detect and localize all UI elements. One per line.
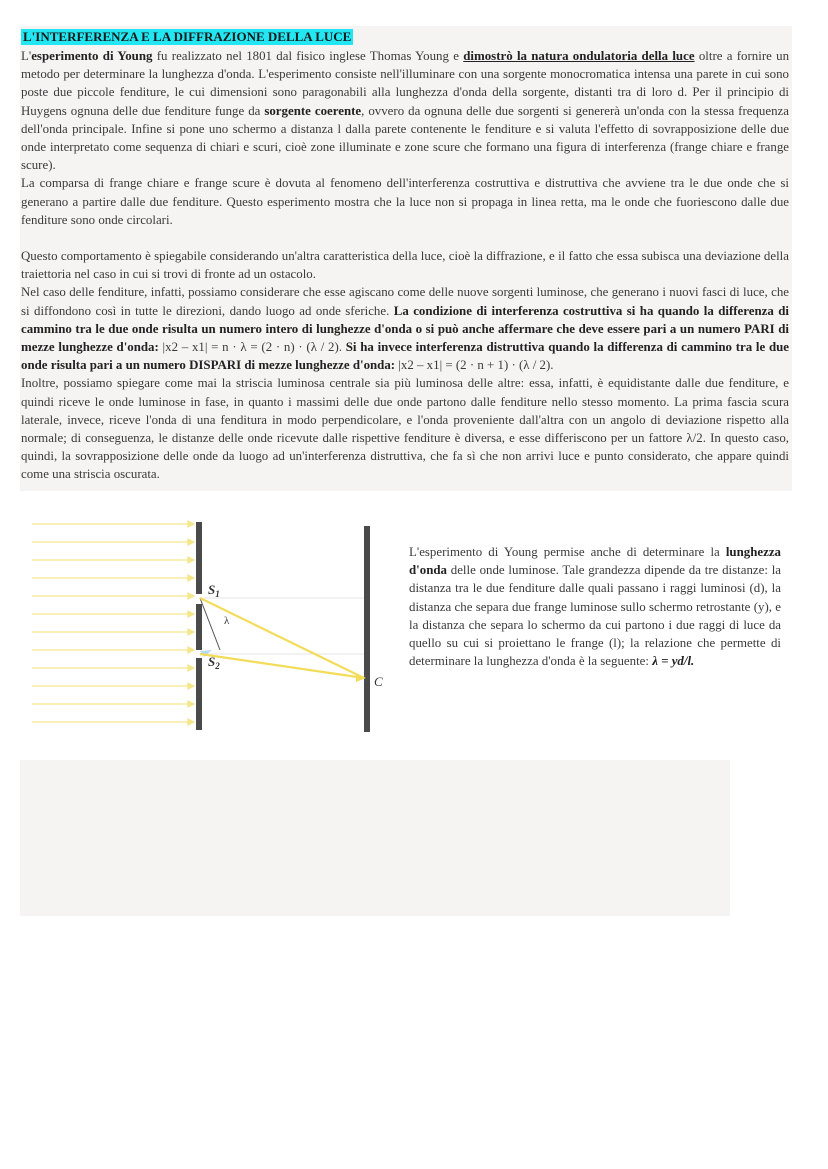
- slit-barrier: [196, 522, 202, 730]
- paragraph-fringes: La comparsa di frange chiare e frange scure è dovuta al fenomeno dell'interferenza costruttiva e distruttiva che avviene tra le due onde che si generano a partire dalle due fenditure. Questo esperimento mostra che la luce non si propaga in linea retta, ma le onde che fuoriescono dalle due fenditure sono onde circolari.: [21, 176, 789, 227]
- document-body: [21, 28, 789, 484]
- empty-box: [20, 760, 730, 916]
- young-diagram: [30, 512, 400, 736]
- page-title: L'INTERFERENZA E LA DIFFRAZIONE DELLA LUCE: [23, 29, 352, 44]
- paragraph-wavelength: L'esperimento di Young permise anche di determinare la lunghezza d'onda delle onde luminose. Tale grandezza dipende da tre distanze: la distanza tra le due fenditure dalle quali passano i raggi luminosi (d), la distanza che separa due frange luminose sullo schermo retrostante (y), e la distanza che separa lo schermo da cui partono i due raggi di luce da quello su cui si proiettano le frange (l); la relazione che permette di determinare la lunghezza d'onda è la seguente: λ = yd/l.: [409, 545, 781, 669]
- label-c: C: [374, 674, 383, 689]
- wavelength-formula: λ = yd/l.: [652, 654, 695, 669]
- paragraph-diffraction: Questo comportamento è spiegabile considerando un'altra caratteristica della luce, cioè la diffrazione, e il fatto che essa subisca una deviazione della traiettoria nel caso in cui si trovi di fronte ad un ostacolo.: [21, 249, 789, 282]
- paragraph-interference-conditions: Nel caso delle fenditure, infatti, possiamo considerare che esse agiscano come delle nuove sorgenti luminose, che generano i nuovi fasci di luce, che si diffondono così in tutte le direzioni, dando luogo ad onde sferiche. La condizione di interferenza costruttiva si ha quando la differenza di cammino tra le due onde risulta un numero intero di lunghezze d'onda o si può anche affermare che deve essere pari a un numero PARI di mezze lunghezze d'onda: |x2 – x1| = n · λ = (2 · n) · (λ / 2). Si ha invece interferenza distruttiva quando la differenza di cammino tra le due onde risulta pari a un numero DISPARI di mezze lunghezze d'onda: |x2 – x1| = (2 · n + 1) · (λ / 2).: [21, 285, 790, 373]
- projection-screen: [364, 526, 370, 732]
- paragraph-central-fringe: Inoltre, possiamo spiegare come mai la striscia luminosa centrale sia più luminosa delle altre: essa, infatti, è equidistante dalle due fenditure, e quindi riceve le onde luminose in fase, in quanto i massimi delle due onde partono dalle fenditure nello stesso momento. La prima fascia scura laterale, invece, riceve l'onda di una fenditura in modo perpendicolare, e l'onda proveniente dall'altra con un angolo di deviazione rispetto alla normale; di conseguenza, le distanze delle onde ricevute dalle rispettive fenditure è diversa, e esse differiscono per un fattore λ/2. In questo caso, quindi, la sovrapposizione delle onde da luogo ad un'interferenza distruttiva, che fa sì che non arrivi luce e punto considerato, che appare quindi come una striscia oscurata.: [21, 376, 789, 482]
- incoming-light-rays: [32, 521, 194, 725]
- label-s2: $S_2$: [208, 654, 220, 671]
- label-lambda: λ: [224, 615, 230, 627]
- paragraph-young: L'esperimento di Young fu realizzato nel 1801 dal fisico inglese Thomas Young e dimostrò la natura ondulatoria della luce oltre a fornire un metodo per determinare la lunghezza d'onda. L'esperimento consiste nell'illuminare con una sorgente monocromatica intensa una parete in cui sono poste due piccole fenditure, le cui dimensioni sono paragonabili alla lunghezza d'onda della sorgente, distanti tra di loro d. Per il principio di Huygens ognuna delle due fenditure funge da sorgente coerente, ovvero da ognuna delle due sorgenti si genererà un'onda con la stessa frequenza dell'onda principale. Infine si pone uno schermo a distanza l dalla parete contenente le fenditure e si valuta l'effetto di sovrapposizione delle due onde interpretato come sequenza di chiari e scuri, cioè zone illuminate e zone scure che formano una figura di interferenza (frange chiare e frange scure).: [21, 49, 790, 173]
- label-s1: $S_1$: [208, 582, 220, 599]
